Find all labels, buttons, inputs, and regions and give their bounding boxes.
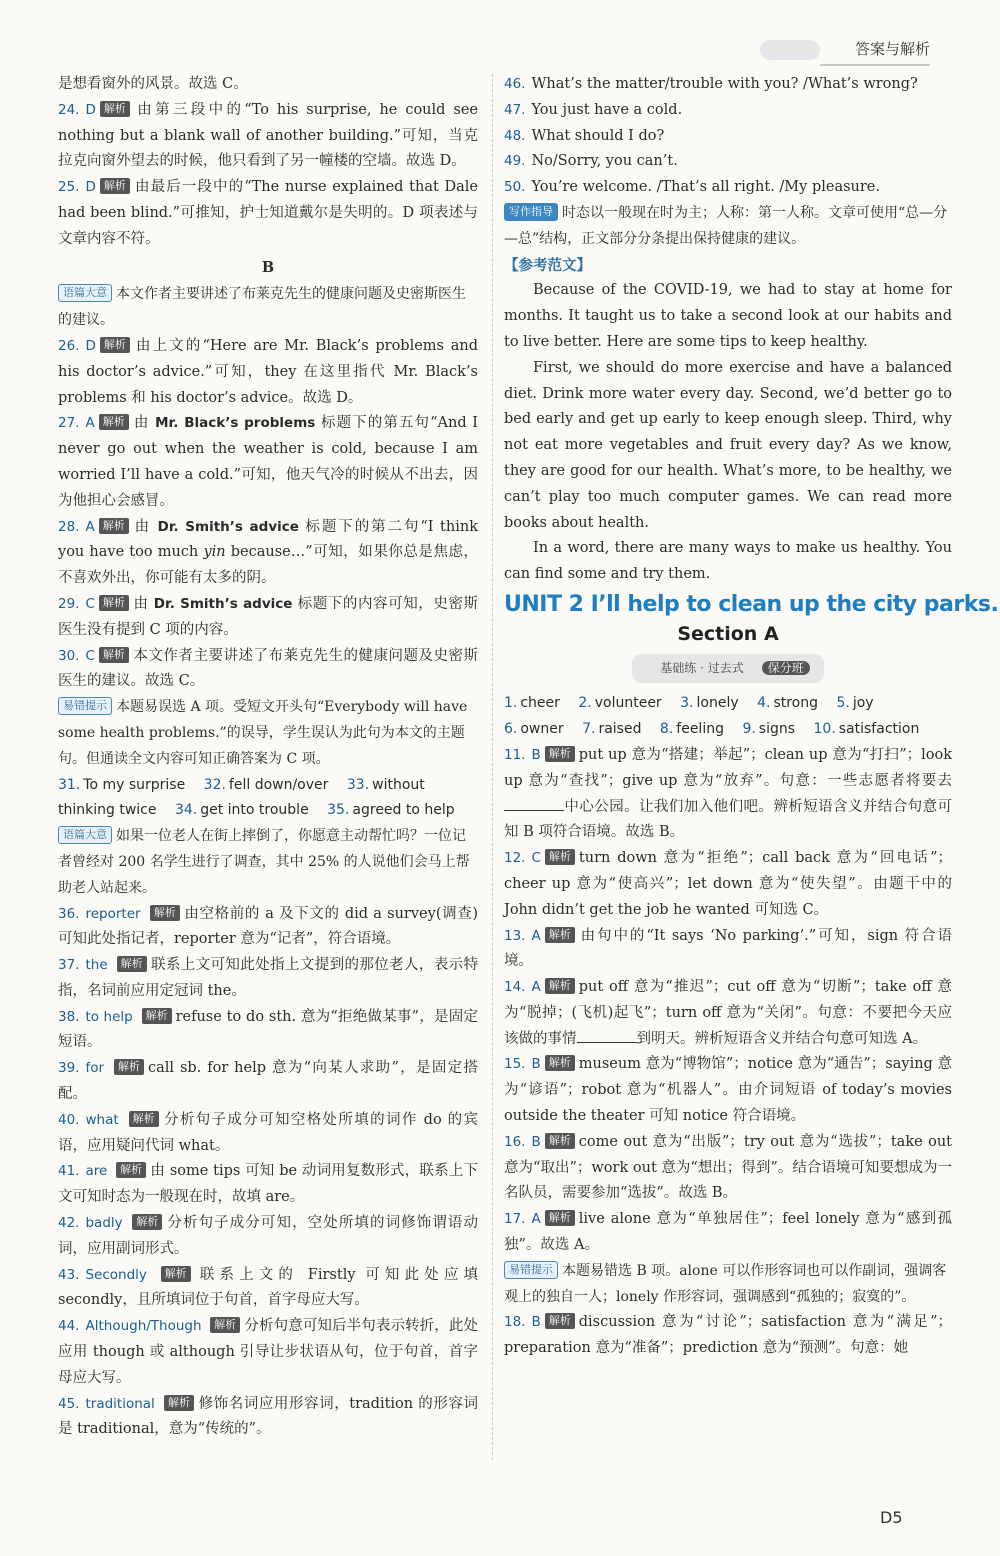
essay-paragraph-3: In a word, there are many ways to make us healthy. You can find some and try them. xyxy=(504,540,952,583)
answer-48: 48. What should I do? xyxy=(504,127,665,144)
jiexi-tag: 解析 xyxy=(545,1313,575,1329)
answer-18: 18. B 解析 discussion 意为“讨论”；satisfaction 意为“满足”；preparation 意为“准备”；prediction 意为“预测”。句意：她 xyxy=(504,1314,952,1357)
answer-12: 12. C 解析 turn down 意为“拒绝”；call back 意为“回电话”；cheer up 意为“使高兴”；let down 意为“使失望”。由题干中的 John didn’t get the job he wanted 可知选 C。 xyxy=(504,850,952,918)
jiexi-tag: 解析 xyxy=(116,1162,146,1178)
blank-line xyxy=(577,1030,637,1043)
header-title: 答案与解析 xyxy=(854,40,930,58)
jiexi-tag: 解析 xyxy=(114,1059,144,1075)
blank-line xyxy=(504,798,564,811)
answer-36: 36. reporter 解析 由空格前的 a 及下文的 did a survey(调查)可知此处指记者，reporter 意为“记者”，符合语境。 xyxy=(58,905,478,948)
answers-31-35: 31. To my surprise 32. fell down/over 33. without thinking twice 34. get into trouble 35. agreed to help xyxy=(58,776,455,819)
jiexi-tag: 解析 xyxy=(150,905,180,921)
answer-37: 37. the 解析 联系上文可知此处指上文提到的那位老人，表示特指，名词前应用定冠词 the。 xyxy=(58,957,479,999)
answer-25: 25. D 解析 由最后一段中的“The nurse explained that Dale had been blind.”可推知，护士知道戴尔是失明的。D 项表述与文章内容不符。 xyxy=(58,179,478,247)
jiexi-tag: 解析 xyxy=(161,1266,191,1282)
jiexi-tag: 解析 xyxy=(129,1111,159,1127)
answer-46: 46. What’s the matter/trouble with you? /What’s wrong? xyxy=(504,76,918,92)
xiezuo-tag: 写作指导 xyxy=(504,203,558,221)
answer-11: 11. B 解析 put up 意为“搭建；举起”；clean up 意为“打扫”；look up 意为“查找”；give up 意为“放弃”。句意：一些志愿者将要去中心公园。让我们加入他们吧。辨析短语含义并结合句意可知 B 项符合语境。故选 B。 xyxy=(504,746,952,841)
line-continued: 是想看窗外的风景。故选 C。 xyxy=(58,76,248,92)
answer-40: 40. what 解析 分析句子成分可知空格处所填的词作 do 的宾语，应用疑问代词 what。 xyxy=(58,1111,478,1154)
tip-17: 易错提示 本题易错选 B 项。alone 可以作形容词也可以作副词，强调客观上的独自一人；lonely 作形容词，强调感到“孤独的；寂寞的”。 xyxy=(504,1262,947,1305)
answer-38: 38. to help 解析 refuse to do sth. 意为“拒绝做某事”，是固定短语。 xyxy=(58,1008,479,1051)
jiexi-tag: 解析 xyxy=(210,1317,240,1333)
jiexi-tag: 解析 xyxy=(100,178,130,194)
answer-50: 50. You’re welcome. /That’s all right. /My pleasure. xyxy=(504,179,880,196)
vocab-row-2: 6. owner 7. raised 8. feeling 9. signs 10. satisfaction xyxy=(504,721,920,738)
reference-essay-label: 【参考范文】 xyxy=(504,256,591,274)
jiexi-tag: 解析 xyxy=(545,849,575,865)
answer-26: 26. D 解析 由上文的“Here are Mr. Black’s problems and his doctor’s advice.”可知，they 在这里指代 Mr. Black’s problems 和 his doctor’s advice。故选 D。 xyxy=(58,337,478,406)
yicuo-tag: 易错提示 xyxy=(504,1261,558,1279)
answer-16: 16. B 解析 come out 意为“出版”；try out 意为“选拔”；take out 意为“取出”；work out 意为“想出；得到”。结合语境可知要想成为一名队员，需要参加“选拔”。故选 B。 xyxy=(504,1133,952,1202)
answer-24: 24. D 解析 由第三段中的“To his surprise, he could see nothing but a blank wall of another building.”可知，当克拉克向窗外望去的时候，他只看到了另一幢楼的空墙。故选 D。 xyxy=(58,101,478,170)
yuduan-tag: 语篇大意 xyxy=(58,826,112,844)
section-b-heading: B xyxy=(261,258,275,276)
jiexi-tag: 解析 xyxy=(99,647,129,663)
answer-44: 44. Although/Though 解析 分析句意可知后半句表示转折，此处应用 though 或 although 引导让步状语从句，位于句首，首字母应大写。 xyxy=(58,1318,479,1386)
jiexi-tag: 解析 xyxy=(100,337,130,353)
answer-39: 39. for 解析 call sb. for help 意为“向某人求助”，是固定搭配。 xyxy=(58,1060,478,1103)
yuduan-tag: 语篇大意 xyxy=(58,284,112,302)
banner-badge: 保分班 xyxy=(762,661,810,675)
answer-47: 47. You just have a cold. xyxy=(504,101,683,118)
jiexi-tag: 解析 xyxy=(99,595,129,611)
answer-41: 41. are 解析 由 some tips 可知 be 动词用复数形式，联系上下文可知时态为一般现在时，故填 are。 xyxy=(58,1163,479,1206)
jiexi-tag: 解析 xyxy=(545,978,575,994)
yicuo-tag: 易错提示 xyxy=(58,697,112,715)
answer-17: 17. A 解析 live alone 意为“单独居住”；feel lonely 意为“感到孤独”。故选 A。 xyxy=(504,1211,952,1254)
answer-28: 28. A 解析 由 Dr. Smith’s advice 标题下的第二句“I think you have too much yin because…”可知，如果你总是焦虑，不喜欢外出，你可能有太多的阴。 xyxy=(58,518,479,587)
column-divider xyxy=(492,74,493,1460)
header-decoration xyxy=(760,40,820,60)
answer-42: 42. badly 解析 分析句子成分可知，空处所填的词修饰谓语动词，应用副词形式。 xyxy=(58,1215,479,1257)
jiexi-tag: 解析 xyxy=(99,518,129,534)
tip-30: 易错提示 本题易误选 A 项。受短文开头句“Everybody will have some health problems.”的误导，学生误认为此句为本文的主题句。但通读全文内容可知正确答案为 C 项。 xyxy=(58,699,468,767)
answer-15: 15. B 解析 museum 意为“博物馆”；notice 意为“通告”；saying 意为“谚语”；robot 意为“机器人”。由介词短语 of today’s movies outside the theater 可知 notice 符合语境。 xyxy=(504,1056,952,1125)
jiexi-tag: 解析 xyxy=(99,414,129,430)
essay-paragraph-2: First, we should do more exercise and have a balanced diet. Drink more water every day. Second, we’d better go to bed early and get up early to keep enough sleep. Third, why not eat more vegetables and fruit every day? As we know, they are good for our health. What’s more, to be healthy, we can’t play too much computer games. We can read more books about health. xyxy=(504,359,952,531)
page-header xyxy=(760,34,930,70)
vocab-row-1: 1. cheer 2. volunteer 3. lonely 4. strong 5. joy xyxy=(504,695,874,712)
jiexi-tag: 解析 xyxy=(545,746,575,762)
right-column xyxy=(504,72,999,1362)
answer-27: 27. A 解析 由 Mr. Black’s problems 标题下的第五句“And I never go out when the weather is cold, because I am worried I’ll have a cold.”可知，他天气冷的时候从不出去，因为他担心会感冒。 xyxy=(58,415,479,509)
answer-43: 43. Secondly 解析 联系上文的 Firstly 可知此处应填 secondly，且所填词位于句首，首字母应大写。 xyxy=(58,1266,479,1309)
jiexi-tag: 解析 xyxy=(545,1055,575,1071)
answer-29: 29. C 解析 由 Dr. Smith’s advice 标题下的内容可知，史密斯医生没有提到 C 项的内容。 xyxy=(58,595,479,638)
jiexi-tag: 解析 xyxy=(132,1214,162,1230)
summary-c: 语篇大意 如果一位老人在街上摔倒了，你愿意主动帮忙吗？一位记者曾经对 200 名学生进行了调查，其中 25% 的人说他们会马上帮助老人站起来。 xyxy=(58,828,470,896)
writing-guide: 写作指导 时态以一般现在时为主；人称：第一人称。文章可使用“总—分—总”结构，正文部分分条提出保持健康的建议。 xyxy=(504,204,948,247)
page-number: D5 xyxy=(880,1508,903,1527)
answer-14: 14. A 解析 put off 意为“推迟”；cut off 意为“切断”；take off 意为“脱掉；(飞机)起飞”；turn off 意为“关闭”。句意：不要把今天应该做的事情 到明天。辨析短语含义并结合句意可知选 A。 xyxy=(504,979,952,1047)
unit-title: UNIT 2 I’ll help to clean up the city parks. xyxy=(504,591,999,617)
jiexi-tag: 解析 xyxy=(142,1008,172,1024)
section-title: Section A xyxy=(677,622,779,645)
summary-b: 语篇大意 本文作者主要讲述了布莱克先生的健康问题及史密斯医生的建议。 xyxy=(58,286,466,329)
answer-30: 30. C 解析 本文作者主要讲述了布莱克先生的健康问题及史密斯医生的建议。故选 C。 xyxy=(58,647,478,690)
answer-45: 45. traditional 解析 修饰名词应用形容词，tradition 的形容词是 traditional，意为“传统的”。 xyxy=(58,1395,479,1438)
practice-banner: 基础练 · 过去式 保分班 xyxy=(504,654,952,684)
jiexi-tag: 解析 xyxy=(545,1133,575,1149)
header-rule xyxy=(820,64,930,66)
jiexi-tag: 解析 xyxy=(100,101,130,117)
essay-paragraph-1: Because of the COVID-19, we had to stay at home for months. It taught us to take a second look at our habits and to live better. Here are some tips to keep healthy. xyxy=(504,282,952,350)
answer-49: 49. No/Sorry, you can’t. xyxy=(504,153,678,170)
jiexi-tag: 解析 xyxy=(164,1395,194,1411)
jiexi-tag: 解析 xyxy=(545,927,575,943)
jiexi-tag: 解析 xyxy=(117,956,147,972)
left-column xyxy=(58,72,478,1443)
jiexi-tag: 解析 xyxy=(545,1210,575,1226)
answer-13: 13. A 解析 由句中的“It says ‘No parking’.”可知，sign 符合语境。 xyxy=(504,927,952,970)
